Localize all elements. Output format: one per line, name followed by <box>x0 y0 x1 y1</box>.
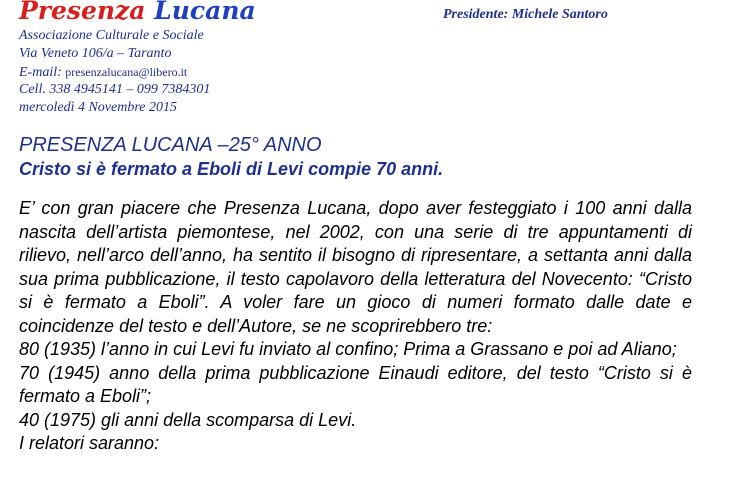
speakers-intro: I relatori saranno: <box>19 433 160 453</box>
contact-block <box>19 27 210 117</box>
association-type: Associazione Culturale e Sociale <box>19 28 204 43</box>
address: Via Veneto 106/a – Taranto <box>19 46 172 61</box>
paragraph-1935: 80 (1935) l’anno in cui Levi fu inviato al confino; Prima a Grassano e poi ad Aliano; <box>19 339 677 359</box>
president-name: Presidente: Michele Santoro <box>443 7 608 22</box>
article-subtitle: Cristo si è fermato a Eboli di Levi compie 70 anni. <box>19 159 444 179</box>
intro-paragraph: E’ con gran piacere che Presenza Lucana, dopo aver festeggiato i 100 anni dalla nascita dell’artista piemontese, nel 2002, con una serie di tre appuntamenti di rilievo, nell’arco dell’anno, ha sentito il bisogno di ripresentare, a settanta anni dalla sua prima pubblicazione, il testo capolavoro della letteratura del Novecento: “Cristo si è fermato a Eboli”. A voler fare un gioco di numeri formato dalle date e coincidenze del testo e dell’Autore, se ne scoprirebbero tre: <box>19 198 692 336</box>
article-title: PRESENZA LUCANA –25° ANNO <box>19 134 322 156</box>
organization-logo-title <box>19 0 256 26</box>
email-label: E-mail: <box>19 65 62 80</box>
article-body <box>19 197 692 456</box>
paragraph-1945: 70 (1945) anno della prima pubblicazione Einaudi editore, del testo “Cristo si è fermato a Eboli”; <box>19 362 692 406</box>
brand-word-presenza: Presenza <box>19 0 146 25</box>
brand-word-lucana: Lucana <box>154 0 256 25</box>
paragraph-1975: 40 (1975) gli anni della scomparsa di Levi. <box>19 409 357 430</box>
email-address: presenzalucana@libero.it <box>65 65 188 79</box>
document-date: mercoledì 4 Novembre 2015 <box>19 100 177 115</box>
phone-numbers: Cell. 338 4945141 – 099 7384301 <box>19 82 211 97</box>
email-line <box>19 63 210 81</box>
